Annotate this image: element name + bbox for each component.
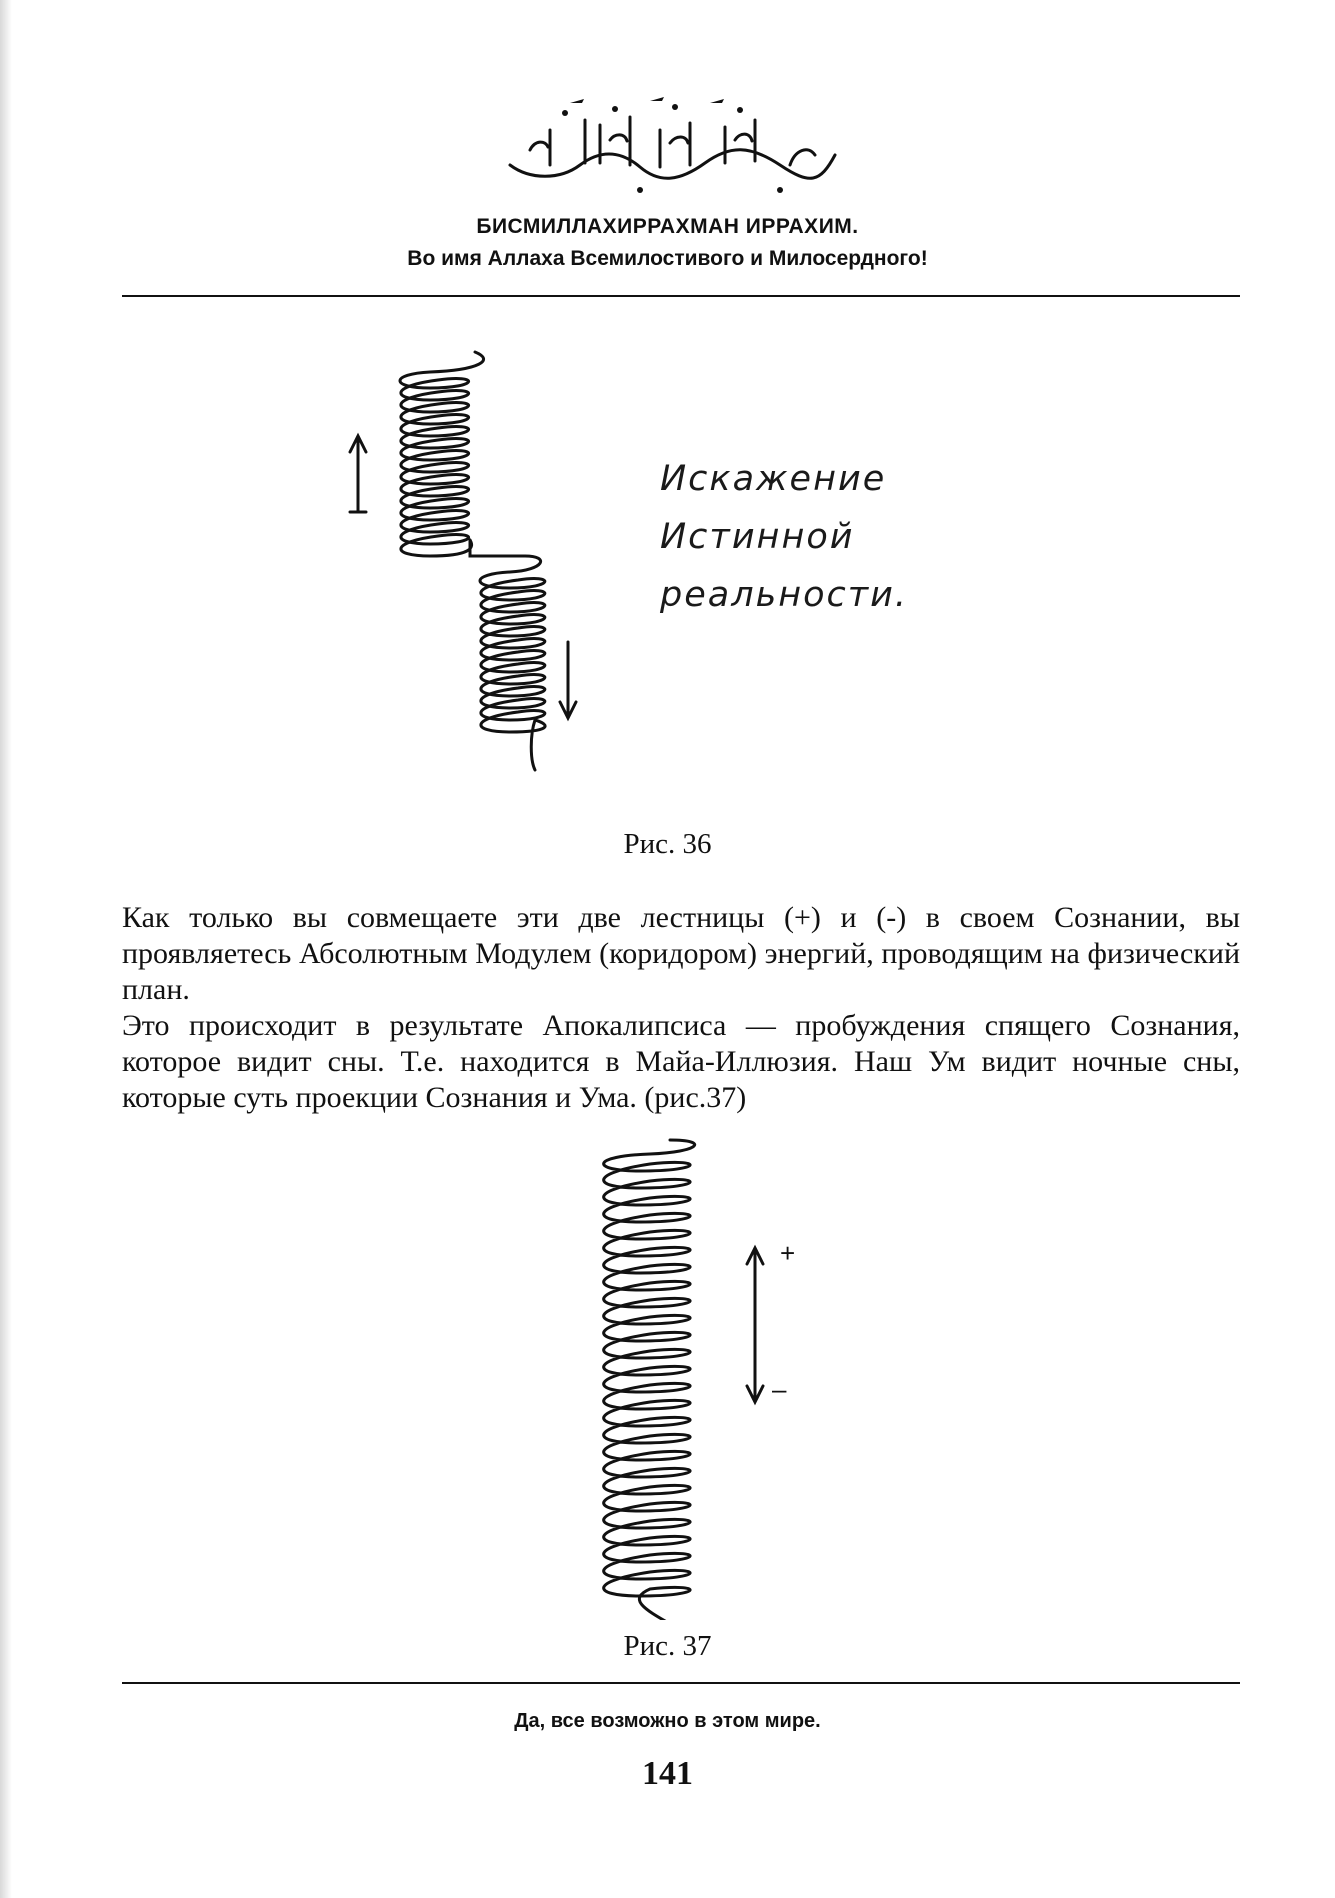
handwritten-line: Истинной [660, 517, 855, 557]
figure-36-caption: Рис. 36 [623, 828, 712, 860]
upper-coil [400, 352, 484, 556]
figure-36-handwritten-note [660, 450, 980, 624]
page-edge-shadow [0, 0, 12, 1898]
footer-divider [122, 1682, 1240, 1684]
figure-37-spiral [580, 1130, 820, 1620]
figure-37-caption: Рис. 37 [623, 1630, 712, 1662]
header-title: БИСМИЛЛАХИРРАХМАН ИРРАХИМ. [476, 215, 859, 238]
paragraph: Как только вы совмещаете эти две лестницы (+) и (-) в своем Сознании, вы проявляетесь Абсолютным Модулем (коридором) энергий, проводящим на физический план. [122, 901, 1240, 1006]
handwritten-line: реальности. [660, 575, 908, 615]
header-divider [122, 295, 1240, 297]
minus-label: – [772, 1374, 787, 1404]
up-arrow-icon [350, 436, 366, 512]
body-text [122, 900, 1240, 1116]
figure-36-spirals [330, 340, 610, 780]
bidirectional-arrow-icon [747, 1248, 763, 1402]
paragraph: Это происходит в результате Апокалипсиса — пробуждения спящего Сознания, которое видит сны. Т.е. находится в Майа-Иллюзия. Наш Ум видит ночные сны, которые суть проекции Сознания и Ума. (рис.37) [122, 1009, 1240, 1114]
footer-motto: Да, все возможно в этом мире. [514, 1710, 821, 1732]
svg-text:بِسْمِ ٱللَّهِ ٱلرَّحْمَٰنِ ٱل: بِسْمِ ٱللَّهِ ٱلرَّحْمَٰنِ ٱلرَّحِيمِ [490, 95, 502, 96]
header-subtitle: Во имя Аллаха Всемилостивого и Милосердного! [407, 247, 928, 270]
vertical-coil [604, 1140, 695, 1620]
handwritten-line: Искажение [660, 459, 887, 499]
page-number: 141 [642, 1755, 693, 1792]
basmala-calligraphy [490, 95, 850, 205]
plus-label: + [780, 1238, 796, 1268]
lower-coil [480, 556, 545, 770]
down-arrow-icon [560, 642, 576, 718]
coil-connector [470, 540, 525, 556]
